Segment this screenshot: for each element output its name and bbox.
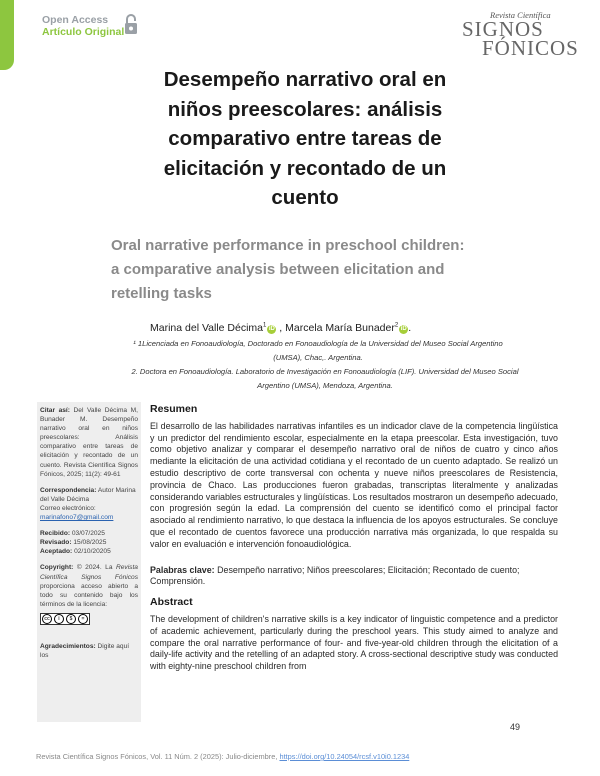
correspondence-block bbox=[40, 486, 138, 522]
author-list bbox=[150, 322, 550, 334]
author-affiliation-ref: 2 bbox=[394, 322, 399, 329]
open-access-label: Open Access bbox=[42, 14, 109, 26]
title-line: niños preescolares: análisis bbox=[167, 97, 443, 121]
received-date: 03/07/2025 bbox=[71, 530, 105, 538]
email-link[interactable]: marinafono7@gmail.com bbox=[40, 514, 114, 522]
citation-text: Del Valle Décima M, Bunader M. Desempeño narrativo oral en niños preescolares: Análisis comparativo entre tareas de elicitación y recontado de un cuento. Revista Científica Signos Fónicos, 2025; 11(2): 49-61 bbox=[40, 407, 138, 478]
by-icon: i bbox=[54, 614, 64, 624]
brand-color-tab bbox=[0, 0, 14, 70]
title-line: comparativo entre tareas de bbox=[168, 127, 442, 150]
subtitle-line: retelling tasks bbox=[111, 285, 212, 302]
page-footer bbox=[36, 752, 409, 761]
keywords-label: Palabras clave: bbox=[150, 564, 215, 575]
copyright-text: proporciona acceso abierto a todo su contenido bajo los términos de la licencia: bbox=[40, 582, 138, 608]
subtitle-line: a comparative analysis between elicitation and bbox=[111, 261, 445, 278]
correspondence-label: Correspondencia: bbox=[40, 486, 97, 494]
keywords-text: Desempeño narrativo; Niños preescolares; Elicitación; Recontado de cuento; Comprensión. bbox=[150, 564, 520, 587]
copyright-text: © 2024. La bbox=[76, 564, 113, 572]
title-line: elicitación y recontado de un bbox=[163, 156, 447, 180]
cc-icon: cc bbox=[42, 614, 52, 624]
affiliation-line: Argentino (UMSA), Mendoza, Argentina. bbox=[257, 381, 393, 390]
dates-block bbox=[40, 529, 138, 556]
keywords bbox=[150, 565, 558, 589]
logo-line2: FÓNICOS bbox=[482, 36, 579, 60]
resumen-heading: Resumen bbox=[150, 403, 198, 415]
revised-label: Revisado: bbox=[40, 539, 72, 547]
acknowledgements-label: Agradecimientos: bbox=[40, 642, 96, 650]
revised-date: 15/08/2025 bbox=[73, 539, 107, 547]
journal-logo bbox=[460, 10, 578, 60]
acknowledgements-text: Digite aquí los bbox=[40, 642, 130, 659]
doi-link[interactable]: https://doi.org/10.24054/rcsf.v10i0.1234 bbox=[279, 752, 410, 761]
logo-top-text: Revista Científica bbox=[490, 10, 551, 20]
abstract-text: The development of children's narrative skills is a key indicator of linguistic competence and a predictor of academic achievement, particularly during the preschool years. This study aimed to analyze and compare the oral narrative performance of four- and five-year-old children through the elicitation of a daily-life activity and the retelling of an adapted story. A cross-sectional descriptive study was conducted with eighty-nine preschool children from bbox=[150, 613, 558, 672]
resumen-text: El desarrollo de las habilidades narrativas infantiles es un indicador clave de la competencia lingüística y un predictor del rendimiento escolar, especialmente en la etapa preescolar. Esta investigación, tuvo como objetivo analizar y comparar el desempeño narrativo oral de niños de cuatro y cinco años mediante la elicitación de una actividad cotidiana y el recontado de un cuento adaptado. Se realizó un estudio descriptivo de corte transversal con ochenta y nueve niños preescolares de Resistencia, provincia de Chaco. Las producciones fueron grabadas, transcriptas literalmente y analizadas considerando variables estructurales y lingüísticas. Los resultados mostraron un desempeño adecuado, con progresión según la edad. La comprensión del cuento se identificó como el principal factor asociado al rendimiento narrativo, lo que destaca la influencia de los apoyos estructurales. Se concluye que el recontado de cuentos favorece una producción narrativa más organizada, lo que respalda su valor en evaluación e intervención fonoaudiológica. bbox=[150, 420, 558, 549]
author-name: Marcela María Bunader bbox=[285, 322, 395, 334]
page-number: 49 bbox=[510, 722, 521, 732]
english-title bbox=[111, 234, 541, 306]
author-affiliation-ref: 1 bbox=[263, 322, 267, 329]
accepted-date: 02/10/20205 bbox=[74, 548, 111, 556]
open-access-badge bbox=[42, 14, 152, 39]
author-end: . bbox=[408, 322, 412, 334]
title-line: Desempeño narrativo oral en bbox=[163, 68, 447, 91]
title-line: cuento bbox=[271, 186, 339, 209]
email-label: Correo electrónico: bbox=[40, 504, 96, 512]
received-label: Recibido: bbox=[40, 530, 71, 538]
affiliation-line: 2. Doctora en Fonoaudiología. Laboratorio de Investigación en Fonoaudiología (LIF). Universidad del Museo Social bbox=[131, 367, 519, 376]
orcid-icon[interactable]: iD bbox=[268, 326, 275, 332]
article-type-label: Artículo Original bbox=[42, 26, 125, 38]
nc-icon: $ bbox=[66, 614, 76, 624]
abstract-heading: Abstract bbox=[150, 596, 193, 609]
nd-icon: = bbox=[78, 614, 88, 624]
cc-license-badge[interactable] bbox=[40, 613, 90, 625]
article-info-sidebar bbox=[37, 402, 141, 722]
affiliation-1 bbox=[118, 337, 518, 365]
citation-block bbox=[40, 406, 138, 479]
article-title bbox=[60, 65, 550, 213]
citation-label: Citar así: bbox=[40, 407, 70, 414]
copyright-block bbox=[40, 563, 138, 608]
affiliation-2 bbox=[110, 365, 540, 393]
affiliation-line: ¹ 1Licenciada en Fonoaudiología, Doctorado en Fonoaudiología de la Universidad del Museo Social Argentino bbox=[133, 339, 503, 348]
main-content bbox=[150, 404, 558, 673]
copyright-journal: Revista Científica Signos Fónicos bbox=[40, 564, 138, 581]
subtitle-line: Oral narrative performance in preschool children: bbox=[111, 237, 465, 254]
open-access-lock-icon bbox=[124, 13, 138, 35]
orcid-icon[interactable]: iD bbox=[400, 326, 407, 332]
accepted-label: Aceptado: bbox=[40, 548, 73, 556]
logo-line1: SIGNOS bbox=[462, 17, 544, 41]
author-separator: , bbox=[279, 322, 286, 334]
acknowledgements-block bbox=[40, 642, 138, 660]
author-name: Marina del Valle Décima bbox=[150, 322, 264, 334]
affiliation-line: (UMSA), Chac,. Argentina. bbox=[273, 353, 363, 362]
copyright-label: Copyright: bbox=[40, 564, 74, 572]
correspondence-text: Autor Marina del Valle Décima bbox=[40, 486, 136, 503]
footer-citation: Revista Científica Signos Fónicos, Vol. 11 Núm. 2 (2025): Julio-diciembre, bbox=[36, 752, 278, 761]
